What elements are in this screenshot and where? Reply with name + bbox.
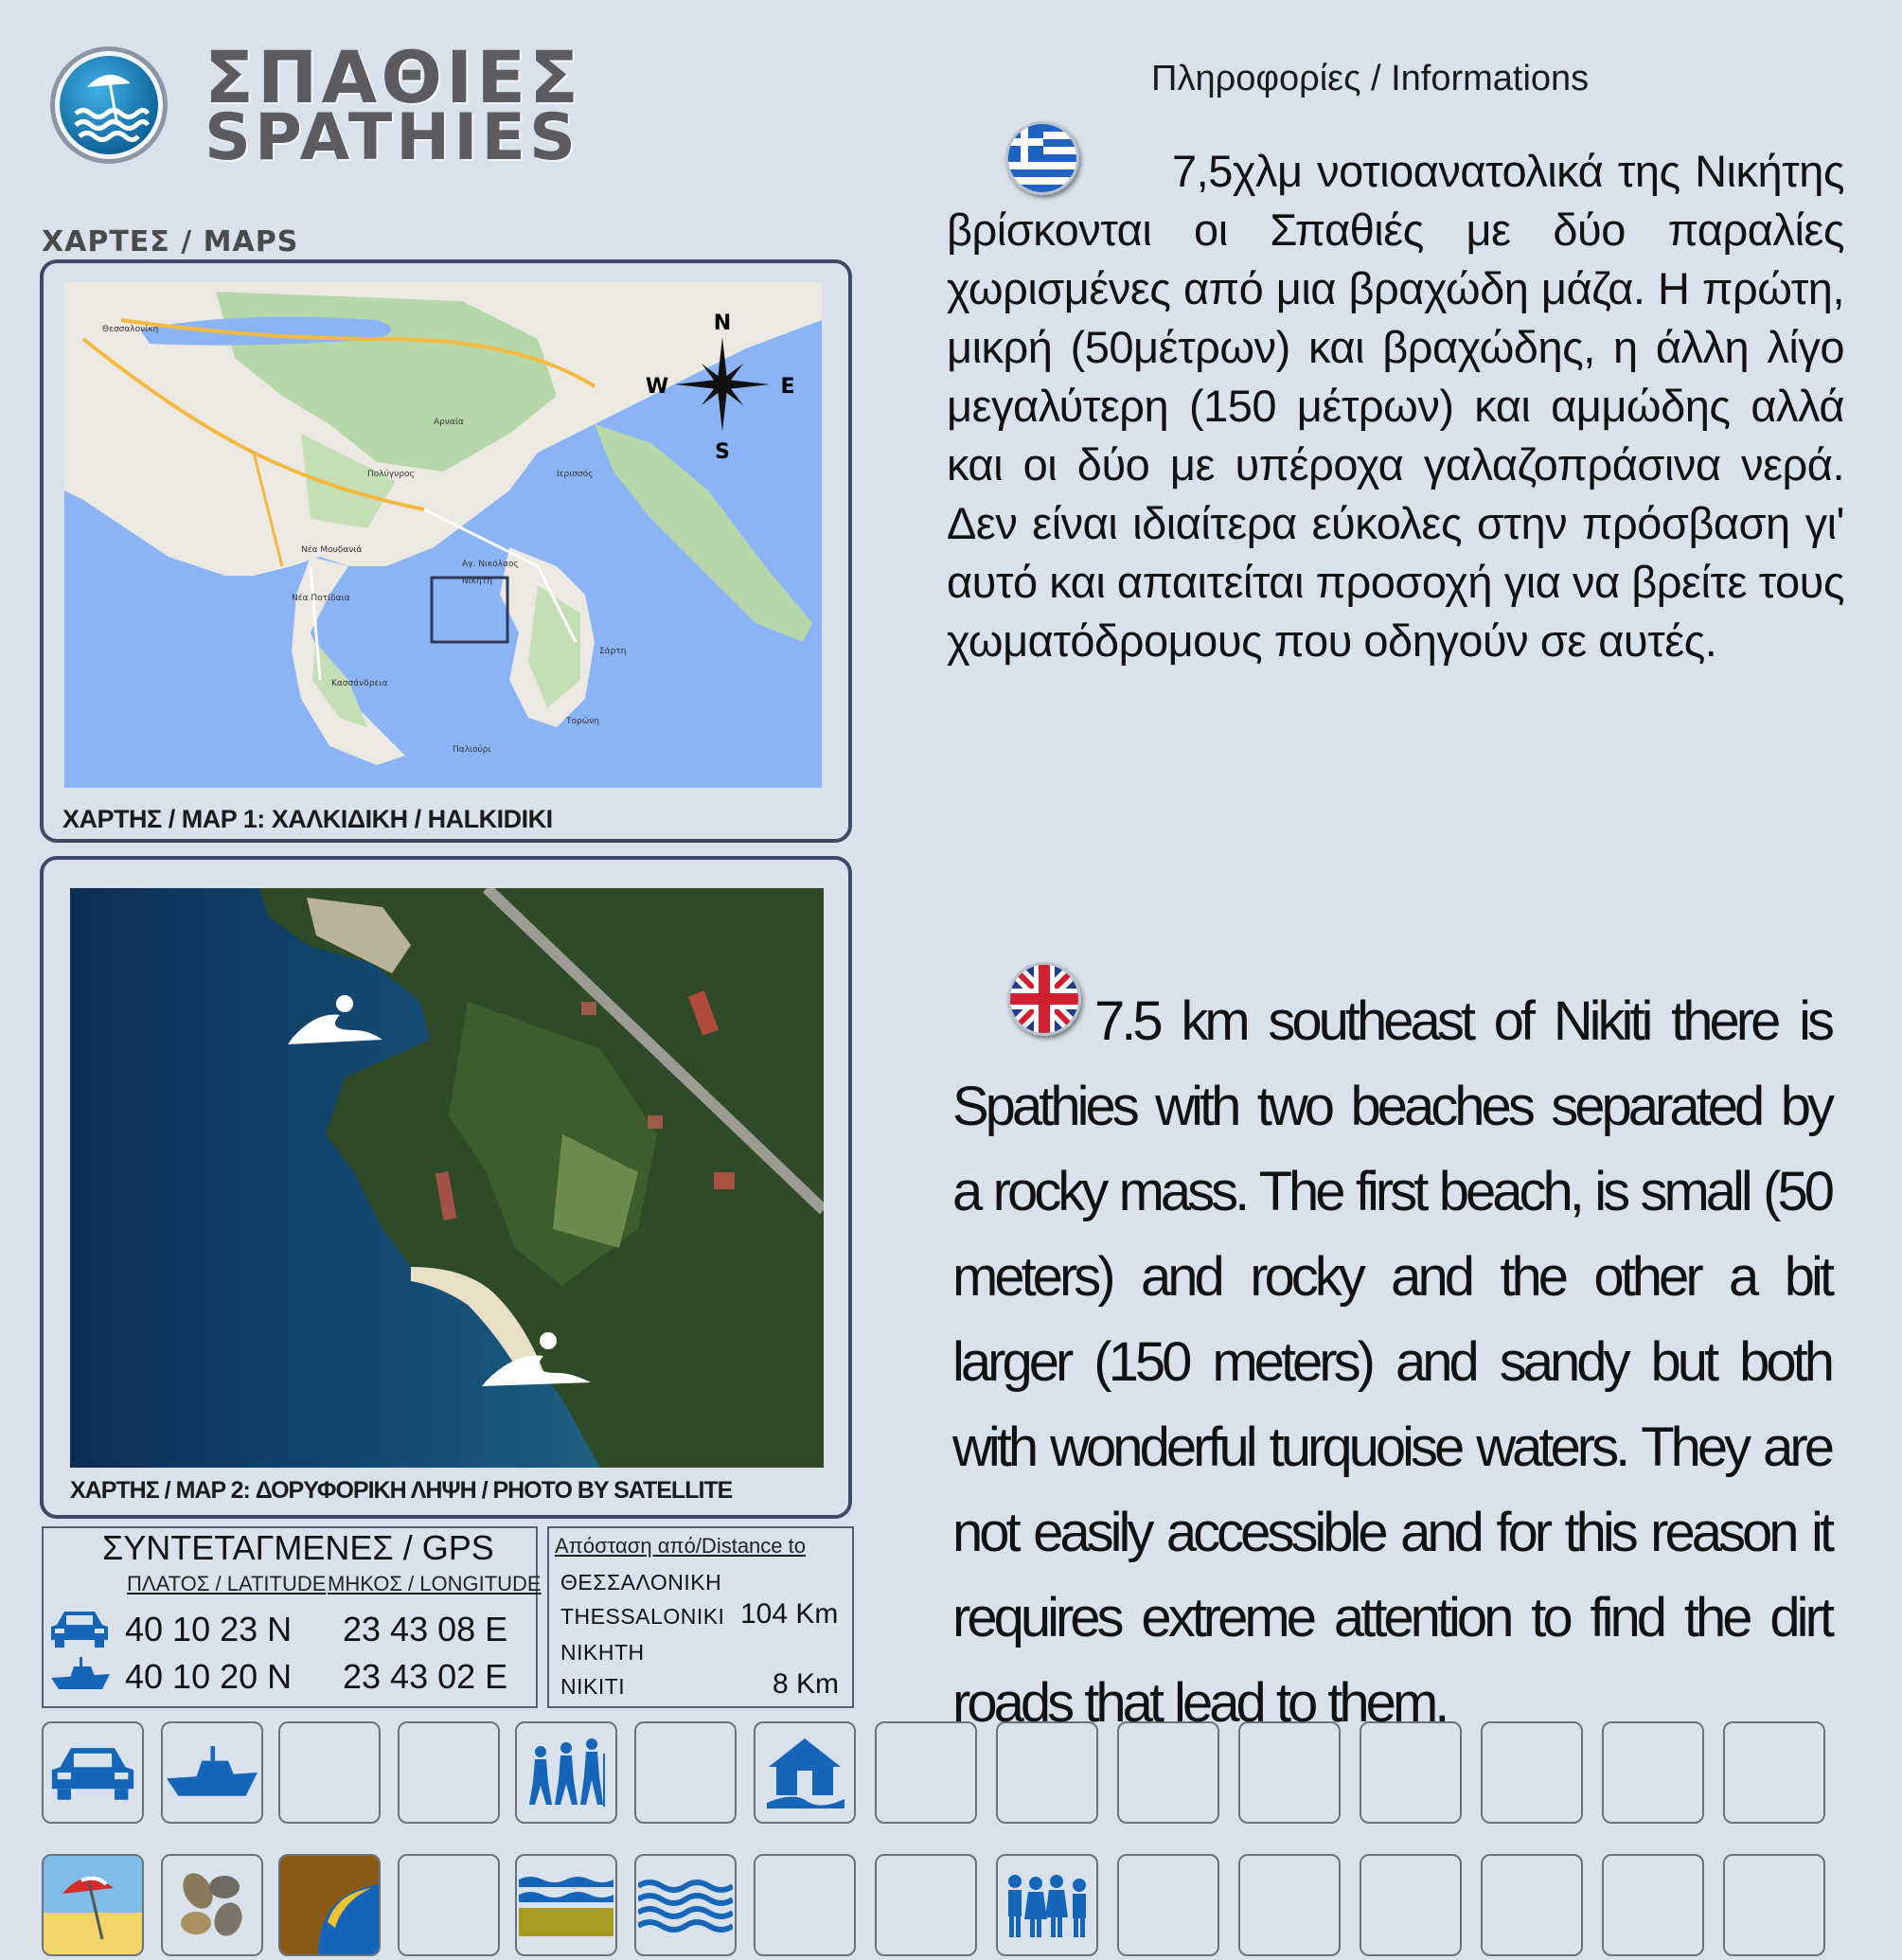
map-place-label: Αρναία — [434, 418, 464, 427]
tile-empty — [398, 1854, 500, 1956]
maps-heading: ΧΑΡΤΕΣ / MAPS — [42, 225, 299, 258]
tile-cove — [278, 1854, 381, 1956]
greek-description: 7,5χλμ νοτιοανατολικά της Νικήτης βρίσκονται οι Σπαθιές με δύο παραλίες χωρισμένες από μια βραχώδη μάζα. Η πρώτη, μικρή (50μέτρων) και βραχώδης, η άλλη λίγο μεγαλύτερη (150 μέτρων) και αμμώδης αλλά και οι δύο με υπέροχα γαλαζοπράσινα νερά. Δεν είναι ιδιαίτερα εύκολες στην πρόσβαση γι' αυτό και απαιτείται προσοχή για να βρείτε τους χωματόδρομους που οδηγούν σε αυτές. — [947, 146, 1844, 666]
tile-boat — [161, 1721, 263, 1824]
longitude-header: ΜΗΚΟΣ / LONGITUDE — [328, 1572, 542, 1595]
car-latitude: 40 10 23 N — [125, 1610, 293, 1648]
map-place-label: Σάρτη — [599, 647, 627, 656]
map2-caption: ΧΑΡΤΗΣ / MAP 2: ΔΟΡΥΦΟΡΙΚΗ ΛΗΨΗ / PHOTO BY SATELLITE — [70, 1477, 733, 1504]
distance-title: Απόσταση από/Distance to — [555, 1534, 806, 1558]
map-place-label: Πολύγυρος — [367, 470, 415, 479]
boat-icon — [51, 1657, 110, 1691]
tile-hikers — [515, 1721, 617, 1824]
distance-place-english: NIKITI — [560, 1674, 626, 1699]
tile-pebbles — [161, 1854, 263, 1956]
compass-south-label: S — [715, 440, 730, 464]
compass-east-label: E — [780, 375, 795, 399]
car-icon — [49, 1608, 110, 1649]
boat-longitude: 23 43 02 E — [343, 1657, 508, 1696]
distance-place-greek: ΝΙΚΗΤΗ — [560, 1640, 645, 1665]
distance-place-greek: ΘΕΣΣΑΛΟΝΙΚΗ — [560, 1570, 722, 1595]
beach-logo-icon — [49, 45, 169, 165]
latitude-header: ΠΛΑΤΟΣ / LATITUDE — [127, 1572, 327, 1595]
boat-latitude: 40 10 20 N — [125, 1657, 293, 1696]
tile-empty — [1360, 1854, 1462, 1956]
map-place-label: Νέα Ποτίδαια — [292, 594, 350, 603]
tile-empty — [634, 1721, 737, 1824]
distance-place-english: THESSALONIKI — [560, 1604, 725, 1629]
map-place-label: Τορώνη — [566, 717, 599, 726]
distance-value: 8 Km — [773, 1668, 840, 1700]
map-place-label: Θεσσαλονίκη — [102, 325, 159, 334]
calm-sea-sand-icon — [519, 1872, 613, 1938]
family-icon — [1004, 1872, 1091, 1938]
satellite-photo — [70, 888, 824, 1468]
car-longitude: 23 43 08 E — [343, 1610, 508, 1648]
boat-icon — [167, 1746, 258, 1799]
map-place-label: Κασσάνδρεια — [331, 679, 388, 688]
halkidiki-road-map — [64, 282, 822, 788]
tile-empty — [1723, 1854, 1825, 1956]
compass-north-label: N — [713, 312, 732, 335]
house-icon — [765, 1735, 844, 1810]
pebbles-icon — [169, 1862, 255, 1948]
info-heading: Πληροφορίες / Informations — [1151, 59, 1590, 98]
map-place-label: Νικήτη — [462, 577, 492, 586]
english-description: 7.5 km southeast of Nikiti there is Spathies with two beaches separated by a rocky mass. The first beach, is small (50 meters) and rocky and the other a bit larger (150 meters) and sandy but both with wonderful turquoise waters. They are not easily accessible and for this reason it requires extreme attention to find the dirt roads that lead to them. — [952, 990, 1831, 1734]
tile-empty — [875, 1854, 977, 1956]
distance-value: 104 Km — [740, 1598, 839, 1630]
page-title-greek: ΣΠΑΘΙΕΣ — [204, 35, 583, 119]
tile-empty — [1602, 1854, 1704, 1956]
hikers-icon — [524, 1735, 609, 1810]
tile-empty — [1481, 1854, 1583, 1956]
map-place-label: Αγ. Νικόλαος — [462, 560, 519, 569]
tile-empty — [1117, 1854, 1219, 1956]
tile-empty — [278, 1721, 381, 1824]
tile-empty — [1238, 1854, 1341, 1956]
tile-umbrella-beach — [42, 1854, 144, 1956]
cove-icon — [280, 1856, 379, 1954]
tile-empty — [398, 1721, 500, 1824]
map-place-label: Παλιούρι — [453, 745, 491, 755]
tile-empty — [754, 1854, 856, 1956]
map-place-label: Νέα Μουδανιά — [301, 545, 363, 555]
map1-caption: ΧΑΡΤΗΣ / MAP 1: ΧΑΛΚΙΔΙΚΗ / HALKIDIKI — [62, 805, 553, 833]
compass-west-label: W — [645, 375, 669, 399]
page-title-latin: SPATHIES — [204, 100, 579, 175]
tile-car — [42, 1721, 144, 1824]
tile-house — [754, 1721, 856, 1824]
car-icon — [49, 1742, 136, 1803]
map-place-label: Ιερισσός — [557, 470, 594, 479]
tile-calm-sea-sand — [515, 1854, 617, 1956]
tile-family — [996, 1854, 1098, 1956]
waves-icon — [638, 1877, 733, 1933]
umbrella-beach-icon — [44, 1856, 142, 1954]
gps-title: ΣΥΝΤΕΤΑΓΜΕΝΕΣ / GPS — [102, 1528, 494, 1567]
tile-waves — [634, 1854, 737, 1956]
